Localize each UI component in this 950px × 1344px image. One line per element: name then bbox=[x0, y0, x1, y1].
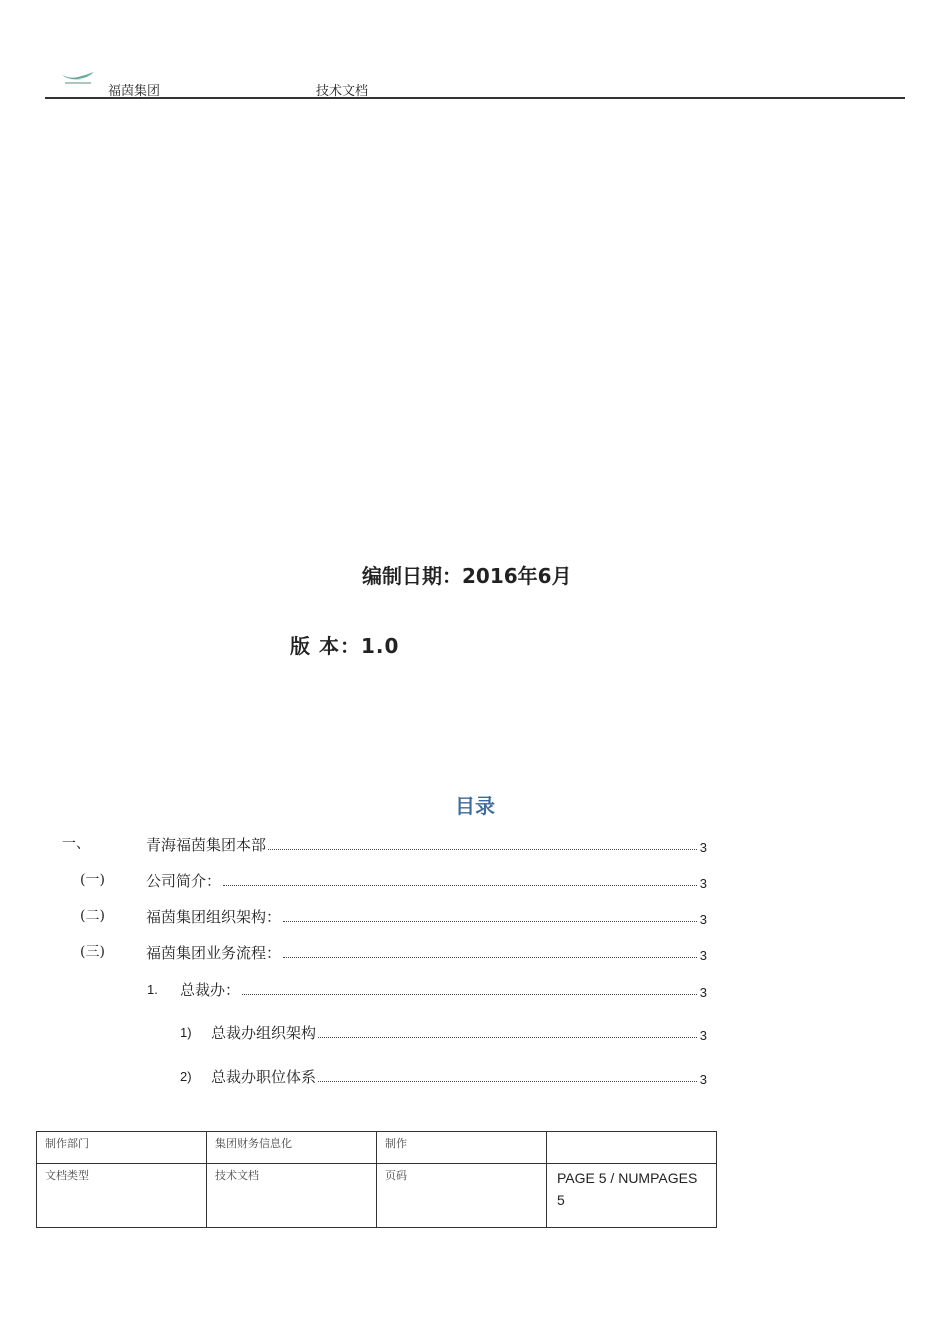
toc-entry[interactable] bbox=[80, 941, 707, 963]
version: 版 本：1.0 bbox=[290, 634, 400, 658]
page-header bbox=[45, 68, 905, 99]
toc-entry[interactable] bbox=[180, 1065, 707, 1087]
toc-entry-page: 3 bbox=[699, 948, 707, 963]
toc-entry[interactable] bbox=[80, 905, 707, 927]
toc-entry-number: 2) bbox=[180, 1069, 192, 1084]
header-company: 福茵集团 bbox=[108, 84, 161, 99]
toc-entry[interactable] bbox=[180, 1021, 707, 1043]
toc-entry-text: 青海福茵集团本部 bbox=[146, 836, 267, 854]
toc-entry-number: 1) bbox=[180, 1025, 192, 1040]
toc-leader bbox=[242, 993, 697, 995]
table-cell-label: 制作部门 bbox=[37, 1132, 207, 1164]
toc-leader bbox=[283, 956, 697, 958]
toc-leader bbox=[318, 1080, 697, 1082]
toc-entry-number: 一、 bbox=[62, 836, 90, 852]
toc-entry-text: 公司简介： bbox=[146, 872, 222, 890]
toc-entry-text: 福茵集团组织架构： bbox=[146, 908, 282, 926]
toc-entry-page: 3 bbox=[699, 912, 707, 927]
table-row bbox=[37, 1164, 717, 1228]
fuyin-logo-icon bbox=[60, 70, 96, 88]
page-number-field: PAGE 5 / NUMPAGES 5 bbox=[547, 1164, 717, 1228]
toc-entry-number: (二) bbox=[80, 908, 105, 924]
toc-leader bbox=[318, 1036, 697, 1038]
toc-entry-page: 3 bbox=[699, 840, 707, 855]
compile-date: 编制日期：2016年6月 bbox=[362, 564, 572, 588]
toc-entry-text: 总裁办组织架构 bbox=[211, 1024, 317, 1042]
toc-entry[interactable] bbox=[80, 869, 707, 891]
toc-entry-number: (一) bbox=[80, 872, 105, 888]
toc-entry-text: 福茵集团业务流程： bbox=[146, 944, 282, 962]
toc-entry-text: 总裁办： bbox=[180, 981, 241, 999]
toc-entry-page: 3 bbox=[699, 1072, 707, 1087]
toc-entry[interactable] bbox=[147, 978, 707, 1000]
table-row bbox=[37, 1132, 717, 1164]
toc-entry-page: 3 bbox=[699, 876, 707, 891]
table-cell-label: 制作 bbox=[377, 1132, 547, 1164]
toc-entry-page: 3 bbox=[699, 985, 707, 1000]
toc-entry[interactable] bbox=[62, 833, 707, 855]
table-cell-value: 技术文档 bbox=[207, 1164, 377, 1228]
toc-title: 目录 bbox=[455, 794, 495, 818]
toc-entry-number: 1. bbox=[147, 982, 158, 997]
toc-leader bbox=[268, 848, 697, 850]
header-doc-type: 技术文档 bbox=[316, 84, 369, 99]
toc-entry-text: 总裁办职位体系 bbox=[211, 1068, 317, 1086]
table-cell-label: 文档类型 bbox=[37, 1164, 207, 1228]
toc-leader bbox=[223, 884, 697, 886]
document-info-table bbox=[36, 1131, 717, 1228]
table-cell-label: 页码 bbox=[377, 1164, 547, 1228]
toc-entry-number: (三) bbox=[80, 944, 105, 960]
toc-leader bbox=[283, 920, 697, 922]
table-cell-value bbox=[547, 1132, 717, 1164]
toc-entry-page: 3 bbox=[699, 1028, 707, 1043]
table-cell-value: 集团财务信息化 bbox=[207, 1132, 377, 1164]
